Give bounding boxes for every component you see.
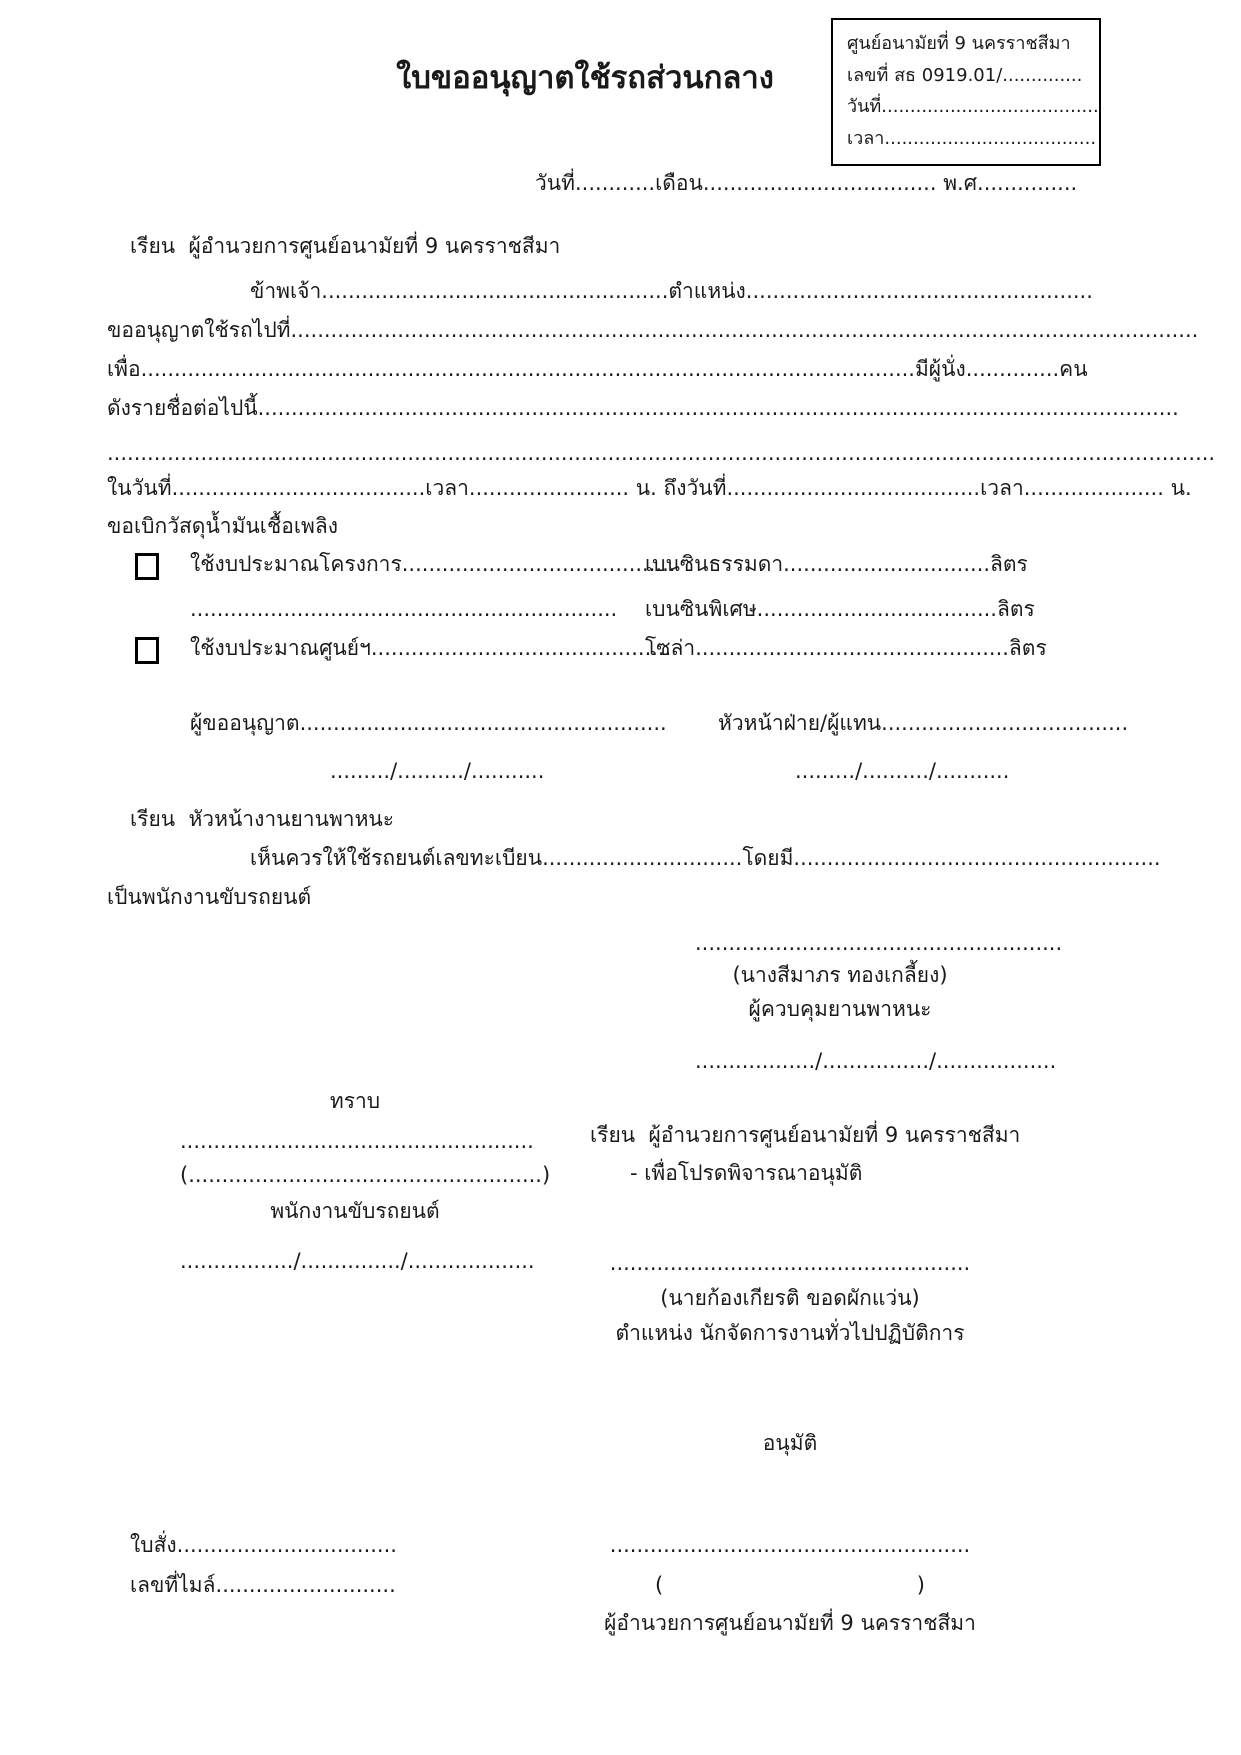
salutation-director-second: เรียน ผู้อำนวยการศูนย์อนามัยที่ 9 นครราชสีมา [590,1123,1021,1147]
driver-role-label: พนักงานขับรถยนต์ [270,1199,440,1223]
approval-label: อนุมัติ [762,1431,818,1455]
approval-request-note: - เพื่อโปรดพิจารณาอนุมัติ [630,1161,863,1185]
salutation-director: เรียน ผู้อำนวยการศูนย์อนามัยที่ 9 นครราชสีมา [130,234,561,258]
fuel-benzine-special-line: เบนซินพิเศษ....................................ลิตร [645,597,1035,621]
budget-center-option: ใช้งบประมาณศูนย์ฯ............................................. [190,636,672,660]
controller-date-blank: ................../................/.................. [695,1049,1057,1073]
registry-time-blank: เวลา..................................... [847,127,1097,149]
purpose-passengers-line: เพื่อ....................................................................................................................มีผู้นั่ง..............คน [107,357,1088,381]
paren-open: ( [655,1573,664,1597]
budget-project-checkbox[interactable] [135,553,159,580]
mileage-number-blank: เลขที่ไมล์........................... [130,1573,396,1597]
driver-signature-blank: ..................................................... [180,1129,534,1153]
work-order-blank: ใบสั่ง................................. [130,1533,397,1557]
driver-date-blank: ................./.............../................... [180,1249,535,1273]
director-signature-blank: ...................................................... [609,1533,971,1557]
paren-close: ) [916,1573,925,1597]
vehicle-registration-line: เห็นควรให้ใช้รถยนต์เลขทะเบียน..............................โดยมี....................................................... [250,846,1161,870]
budget-center-checkbox[interactable] [135,637,159,664]
controller-name: (นางสีมาภร ทองเกลี้ยง) [732,963,948,987]
document-date-line: วันที่............เดือน................................... พ.ศ............... [535,171,1078,195]
controller-role: ผู้ควบคุมยานพาหนะ [748,997,932,1021]
passenger-list-line: ดังรายชื่อต่อไปนี้.......................................................................................................................................... [107,396,1179,420]
officer-position: ตำแหน่ง นักจัดการงานทั่วไปปฏิบัติการ [615,1321,965,1345]
assigned-driver-line: เป็นพนักงานขับรถยนต์ [107,885,312,909]
controller-signature-blank: ....................................................... [695,931,1063,955]
applicant-name-position-line: ข้าพเจ้า....................................................ตำแหน่ง.................................................... [250,279,1093,303]
registry-org: ศูนย์อนามัยที่ 9 นครราชสีมา [847,33,1071,54]
officer-signature-blank: ...................................................... [609,1251,971,1275]
head-date-blank: ........./........../........... [795,759,1010,783]
destination-line: ขออนุญาตใช้รถไปที่........................................................................................................................................ [107,318,1199,342]
driver-ack-label: ทราบ [329,1089,381,1113]
fuel-section-heading: ขอเบิกวัสดุน้ำมันเชื้อเพลิง [107,514,338,538]
fuel-benzine-regular-line: เบนซินธรรมดา...............................ลิตร [645,552,1028,576]
page-title: ใบขออนุญาตใช้รถส่วนกลาง [396,60,774,96]
budget-project-continuation: ................................................................ [190,597,618,621]
travel-date-time-line: ในวันที่......................................เวลา........................ น. ถึงวันที่......................................เวลา..................... น. [107,476,1192,500]
salutation-vehicle-head: เรียน หัวหน้างานยานพาหนะ [130,807,395,831]
passenger-list-continuation-line: ...................................................................................................................................................................... [107,441,1216,465]
registry-doc-number: เลขที่ สธ 0919.01/.............. [847,64,1083,86]
fuel-diesel-line: โซล่า...............................................ลิตร [645,636,1047,660]
requester-signature-line: ผู้ขออนุญาต....................................................... [190,711,667,735]
head-signature-line: หัวหน้าฝ่าย/ผู้แทน..................................... [718,711,1129,735]
director-title: ผู้อำนวยการศูนย์อนามัยที่ 9 นครราชสีมา [604,1611,976,1635]
director-name-blank [655,1570,925,1602]
requester-date-blank: ........./........../........... [330,759,545,783]
registry-date-blank: วันที่...................................... [847,96,1099,117]
driver-name-blank: (.....................................................) [180,1163,551,1187]
officer-name: (นายก้องเกียรติ ขอดผักแว่น) [660,1286,920,1310]
budget-project-option: ใช้งบประมาณโครงการ......................................... [190,552,676,576]
